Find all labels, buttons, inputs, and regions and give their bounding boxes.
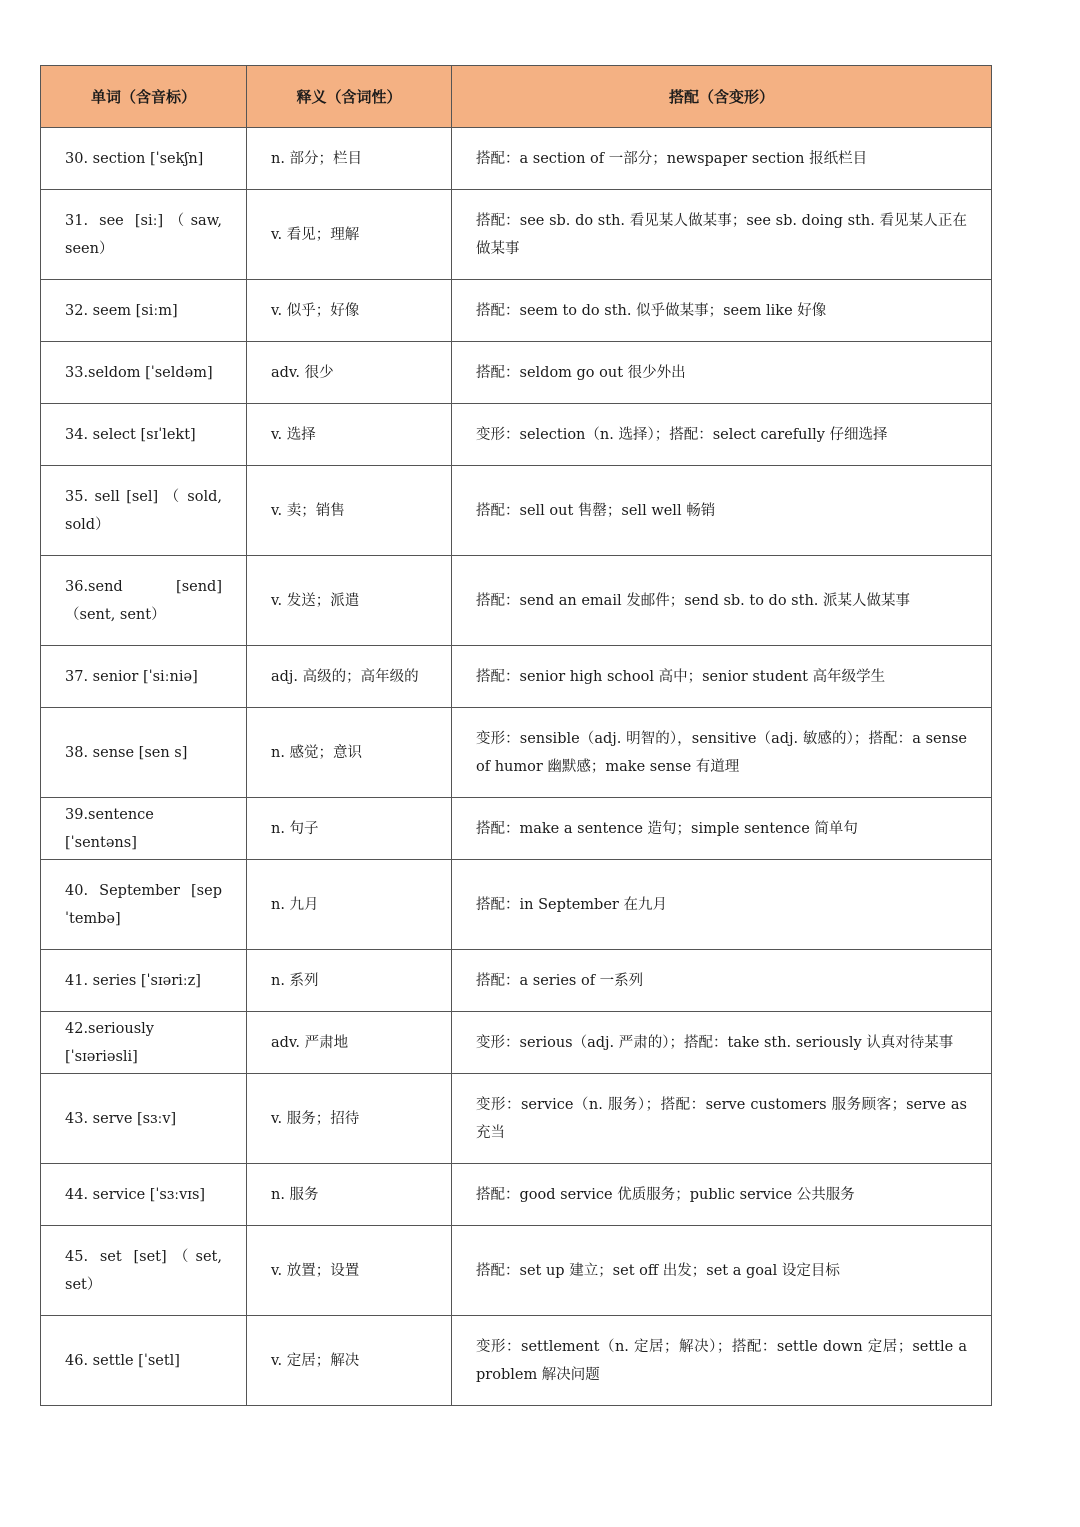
word-cell: 42.seriously [ˈsɪəriəsli]: [41, 1012, 247, 1074]
word-cell: 45. set [set]（set, set）: [41, 1226, 247, 1316]
meaning-cell: adv. 很少: [247, 342, 452, 404]
vocabulary-table: [40, 65, 992, 1406]
word-cell: 39.sentence [ˈsentəns]: [41, 798, 247, 860]
collocation-cell: 搭配：in September 在九月: [452, 860, 992, 950]
word-cell: 41. series [ˈsɪəriːz]: [41, 950, 247, 1012]
table-row: [41, 280, 992, 342]
table-row: [41, 466, 992, 556]
table-row: [41, 1074, 992, 1164]
collocation-cell: 变形：settlement（n. 定居；解决）；搭配：settle down 定居；settle a problem 解决问题: [452, 1316, 992, 1406]
meaning-cell: n. 系列: [247, 950, 452, 1012]
word-cell: 30. section [ˈsekʃn]: [41, 128, 247, 190]
collocation-cell: 搭配：send an email 发邮件；send sb. to do sth. 派某人做某事: [452, 556, 992, 646]
table-row: [41, 1316, 992, 1406]
table-row: [41, 556, 992, 646]
meaning-cell: n. 部分；栏目: [247, 128, 452, 190]
word-cell: 32. seem [siːm]: [41, 280, 247, 342]
collocation-cell: 变形：selection（n. 选择）；搭配：select carefully 仔细选择: [452, 404, 992, 466]
header-word: 单词（含音标）: [41, 66, 247, 128]
word-cell: 44. service [ˈsɜːvɪs]: [41, 1164, 247, 1226]
word-cell: 37. senior [ˈsiːniə]: [41, 646, 247, 708]
collocation-cell: 搭配：a section of 一部分；newspaper section 报纸栏目: [452, 128, 992, 190]
meaning-cell: adj. 高级的；高年级的: [247, 646, 452, 708]
collocation-cell: 搭配：seem to do sth. 似乎做某事；seem like 好像: [452, 280, 992, 342]
collocation-cell: 搭配：sell out 售罄；sell well 畅销: [452, 466, 992, 556]
meaning-cell: v. 似乎；好像: [247, 280, 452, 342]
table-row: [41, 646, 992, 708]
table-row: [41, 190, 992, 280]
word-cell: 46. settle [ˈsetl]: [41, 1316, 247, 1406]
meaning-cell: v. 看见；理解: [247, 190, 452, 280]
table-row: [41, 342, 992, 404]
meaning-cell: n. 九月: [247, 860, 452, 950]
table-body: [41, 128, 992, 1406]
meaning-cell: n. 句子: [247, 798, 452, 860]
collocation-cell: 搭配：set up 建立；set off 出发；set a goal 设定目标: [452, 1226, 992, 1316]
meaning-cell: v. 放置；设置: [247, 1226, 452, 1316]
collocation-cell: 搭配：make a sentence 造句；simple sentence 简单句: [452, 798, 992, 860]
table-header-row: [41, 66, 992, 128]
table-row: [41, 860, 992, 950]
word-cell: 43. serve [sɜːv]: [41, 1074, 247, 1164]
word-cell: 33.seldom [ˈseldəm]: [41, 342, 247, 404]
meaning-cell: n. 感觉；意识: [247, 708, 452, 798]
meaning-cell: v. 发送；派遣: [247, 556, 452, 646]
word-cell: 40. September [sepˈtembə]: [41, 860, 247, 950]
meaning-cell: v. 卖；销售: [247, 466, 452, 556]
collocation-cell: 搭配：senior high school 高中；senior student 高年级学生: [452, 646, 992, 708]
table-row: [41, 1012, 992, 1074]
collocation-cell: 搭配：a series of 一系列: [452, 950, 992, 1012]
meaning-cell: n. 服务: [247, 1164, 452, 1226]
word-cell: 34. select [sɪˈlekt]: [41, 404, 247, 466]
word-cell: 35. sell [sel] （ sold, sold）: [41, 466, 247, 556]
table-row: [41, 128, 992, 190]
table-row: [41, 708, 992, 798]
word-cell: 31. see [siː]（saw, seen）: [41, 190, 247, 280]
meaning-cell: v. 服务；招待: [247, 1074, 452, 1164]
table-row: [41, 798, 992, 860]
table-row: [41, 950, 992, 1012]
collocation-cell: 变形：service（n. 服务）；搭配：serve customers 服务顾客；serve as 充当: [452, 1074, 992, 1164]
table-row: [41, 1164, 992, 1226]
header-meaning: 释义（含词性）: [247, 66, 452, 128]
collocation-cell: 搭配：seldom go out 很少外出: [452, 342, 992, 404]
table-row: [41, 1226, 992, 1316]
meaning-cell: adv. 严肃地: [247, 1012, 452, 1074]
collocation-cell: 搭配：see sb. do sth. 看见某人做某事；see sb. doing sth. 看见某人正在做某事: [452, 190, 992, 280]
meaning-cell: v. 定居；解决: [247, 1316, 452, 1406]
collocation-cell: 变形：serious（adj. 严肃的）；搭配：take sth. seriously 认真对待某事: [452, 1012, 992, 1074]
table-row: [41, 404, 992, 466]
collocation-cell: 搭配：good service 优质服务；public service 公共服务: [452, 1164, 992, 1226]
header-collocation: 搭配（含变形）: [452, 66, 992, 128]
meaning-cell: v. 选择: [247, 404, 452, 466]
word-cell: 38. sense [sen s]: [41, 708, 247, 798]
collocation-cell: 变形：sensible（adj. 明智的），sensitive（adj. 敏感的）；搭配：a sense of humor 幽默感；make sense 有道理: [452, 708, 992, 798]
word-cell: 36.send [send]（sent, sent）: [41, 556, 247, 646]
